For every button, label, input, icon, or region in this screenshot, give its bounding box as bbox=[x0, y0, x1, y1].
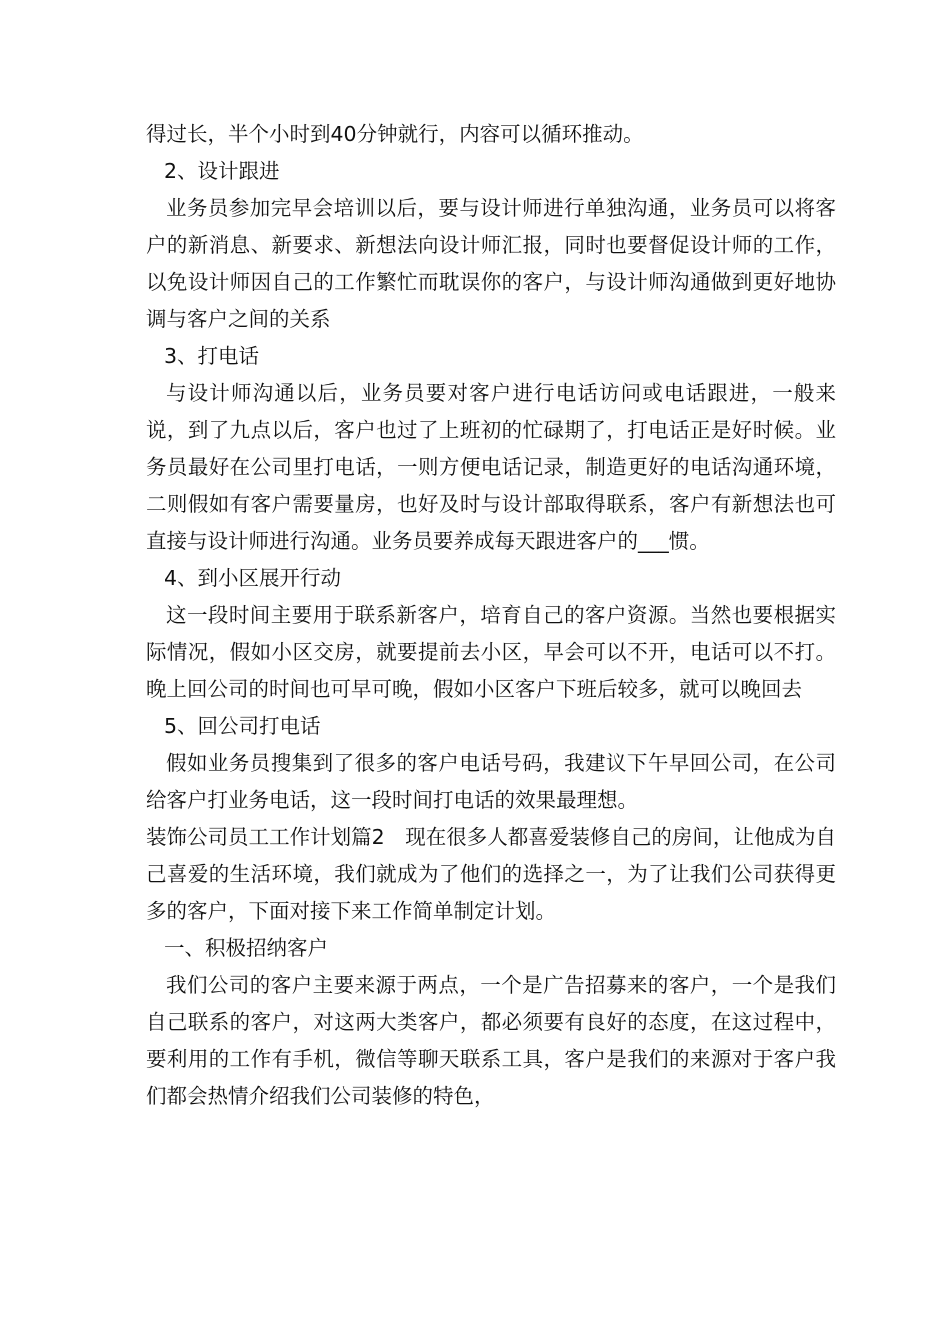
section-heading-design-followup: 2、设计跟进 bbox=[164, 159, 280, 183]
paragraph-design-followup: 业务员参加完早会培训以后，要与设计师进行单独沟通，业务员可以将客户的新消息、新要求、新想法向设计师汇报，同时也要督促设计师的工作，以免设计师因自己的工作繁忙而耽误你的客户，与设计师沟通做到更好地协调与客户之间的关系 bbox=[146, 196, 836, 331]
document-body bbox=[146, 116, 836, 1115]
section-heading-phone-call: 3、打电话 bbox=[164, 344, 260, 368]
paragraph-return-office-call: 假如业务员搜集到了很多的客户电话号码，我建议下午早回公司，在公司给客户打业务电话，这一段时间打电话的效果最理想。 bbox=[146, 751, 836, 812]
paragraph-community-action: 这一段时间主要用于联系新客户，培育自己的客户资源。当然也要根据实际情况，假如小区交房，就要提前去小区，早会可以不开，电话可以不打。晚上回公司的时间也可早可晚，假如小区客户下班后较多，就可以晚回去 bbox=[146, 603, 836, 701]
paragraph-phone-call: 与设计师沟通以后，业务员要对客户进行电话访问或电话跟进，一般来说，到了九点以后，客户也过了上班初的忙碌期了，打电话正是好时候。业务员最好在公司里打电话，一则方便电话记录，制造更好的电话沟通环境，二则假如有客户需要量房，也好及时与设计部取得联系，客户有新想法也可直接与设计师进行沟通。业务员要养成每天跟进客户的___惯。 bbox=[146, 381, 836, 553]
section-heading-recruit-clients: 一、积极招纳客户 bbox=[164, 936, 328, 960]
paragraph-1: 得过长，半个小时到40分钟就行，内容可以循环推动。 bbox=[146, 122, 644, 146]
paragraph-recruit-clients: 我们公司的客户主要来源于两点，一个是广告招募来的客户，一个是我们自己联系的客户，对这两大类客户，都必须要有良好的态度，在这过程中，要利用的工作有手机，微信等聊天联系工具，客户是我们的来源对于客户我们都会热情介绍我们公司装修的特色， bbox=[146, 973, 836, 1108]
section-heading-return-office-call: 5、回公司打电话 bbox=[164, 714, 321, 738]
section-heading-community-action: 4、到小区展开行动 bbox=[164, 566, 342, 590]
paragraph-plan-2-intro: 装饰公司员工工作计划篇2 现在很多人都喜爱装修自己的房间，让他成为自己喜爱的生活环境，我们就成为了他们的选择之一，为了让我们公司获得更多的客户，下面对接下来工作简单制定计划。 bbox=[146, 825, 836, 923]
